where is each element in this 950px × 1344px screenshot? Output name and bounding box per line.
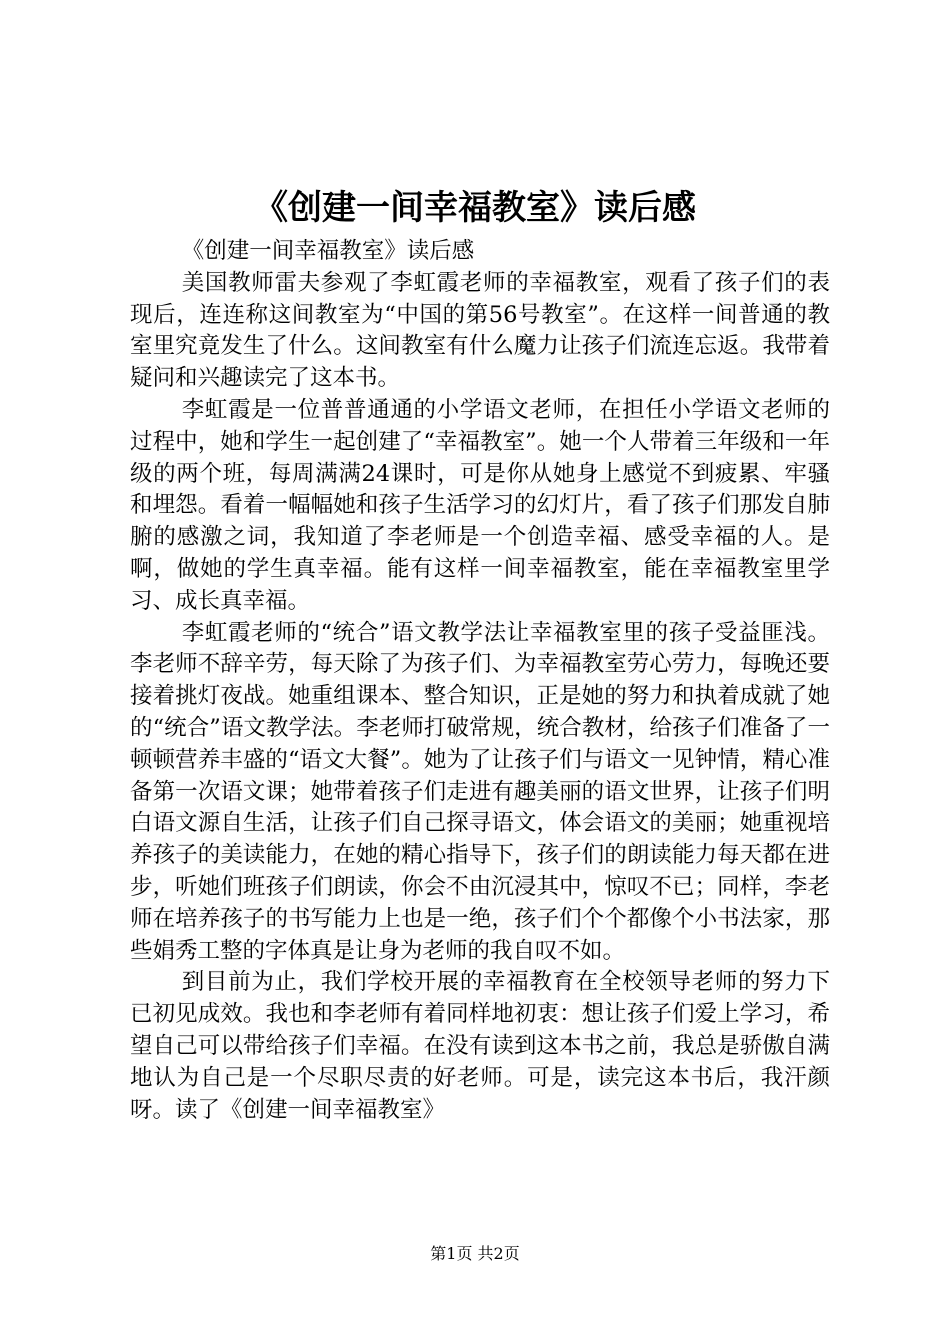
document-title: 《创建一间幸福教室》读后感 bbox=[254, 188, 696, 228]
document-body bbox=[130, 236, 830, 1126]
paragraph-subtitle: 《创建一间幸福教室》读后感 bbox=[181, 238, 475, 264]
paragraph: 李虹霞是一位普普通通的小学语文老师，在担任小学语文老师的过程中，她和学生一起创建了“幸福教室”。她一个人带着三年级和一年级的两个班，每周满满24课时，可是你从她身上感觉不到疲累、牢骚和埋怨。看着一幅幅她和孩子生活学习的幻灯片，看了孩子们那发自肺腑的感激之词，我知道了李老师是一个创造幸福、感受幸福的人。是啊，做她的学生真幸福。能有这样一间幸福教室，能在幸福教室里学习、成长真幸福。 bbox=[130, 396, 830, 614]
paragraph: 到目前为止，我们学校开展的幸福教育在全校领导老师的努力下已初见成效。我也和李老师有着同样地初衷：想让孩子们爱上学习，希望自己可以带给孩子们幸福。在没有读到这本书之前，我总是骄傲自满地认为自己是一个尽职尽责的好老师。可是，读完这本书后，我汗颜呀。读了《创建一间幸福教室》 bbox=[130, 969, 830, 1123]
page-footer: 第1页 共2页 bbox=[430, 1244, 520, 1263]
paragraph: 美国教师雷夫参观了李虹霞老师的幸福教室，观看了孩子们的表现后，连连称这间教室为“中国的第56号教室”。在这样一间普通的教室里究竟发生了什么。这间教室有什么魔力让孩子们流连忘返。我带着疑问和兴趣读完了这本书。 bbox=[130, 269, 830, 392]
paragraph: 李虹霞老师的“统合”语文教学法让幸福教室里的孩子受益匪浅。李老师不辞辛劳，每天除了为孩子们、为幸福教室劳心劳力，每晚还要接着挑灯夜战。她重组课本、整合知识，正是她的努力和执着成就了她的“统合”语文教学法。李老师打破常规，统合教材，给孩子们准备了一顿顿营养丰盛的“语文大餐”。她为了让孩子们与语文一见钟情，精心准备第一次语文课；她带着孩子们走进有趣美丽的语文世界，让孩子们明白语文源自生活，让孩子们自己探寻语文，体会语文的美丽；她重视培养孩子的美读能力，在她的精心指导下，孩子们的朗读能力每天都在进步，听她们班孩子们朗读，你会不由沉浸其中，惊叹不已；同样，李老师在培养孩子的书写能力上也是一绝，孩子们个个都像个小书法家，那些娟秀工整的字体真是让身为老师的我自叹不如。 bbox=[130, 619, 830, 964]
